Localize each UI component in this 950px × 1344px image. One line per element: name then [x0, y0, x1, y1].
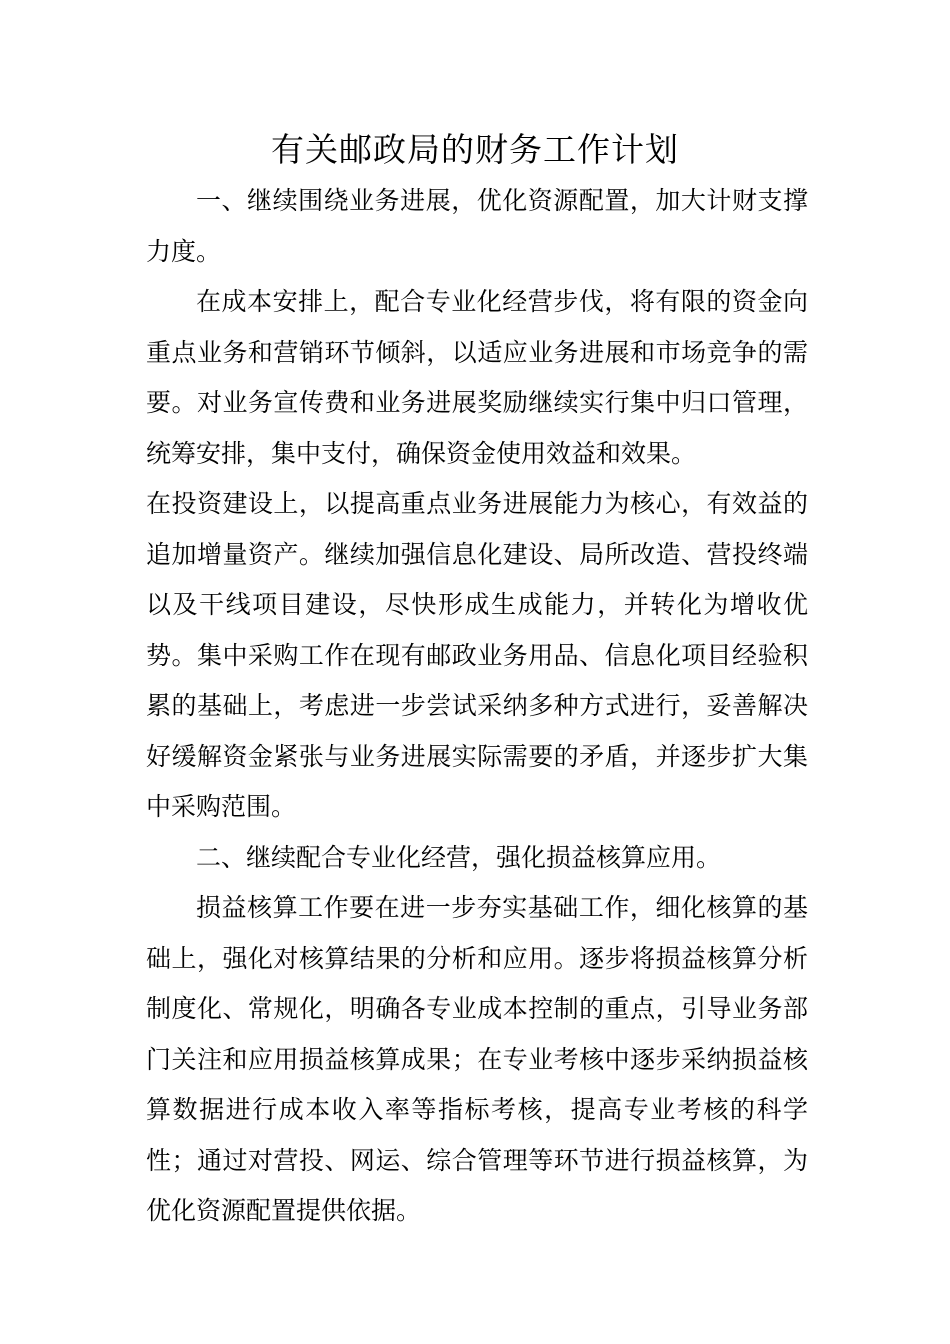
section-heading-2: 二、继续配合专业化经营，强化损益核算应用。 — [196, 842, 722, 872]
section-heading-1: 一、继续围绕业务进展，优化资源配置，加大计财支撑力度。 — [146, 186, 808, 266]
paragraph-cost-arrangement: 在成本安排上，配合专业化经营步伐，将有限的资金向重点业务和营销环节倾斜，以适应业务进展和市场竞争的需要。对业务宣传费和业务进展奖励继续实行集中归口管理，统筹安排，集中支付，确保资金使用效益和效果。 — [146, 287, 808, 468]
paragraph-investment: 在投资建设上，以提高重点业务进展能力为核心，有效益的追加增量资产。继续加强信息化建设、局所改造、营投终端以及干线项目建设，尽快形成生成能力，并转化为增收优势。集中采购工作在现有邮政业务用品、信息化项目经验积累的基础上，考虑进一步尝试采纳多种方式进行，妥善解决好缓解资金紧张与业务进展实际需要的矛盾，并逐步扩大集中采购范围。 — [146, 489, 808, 821]
paragraph-profit-loss: 损益核算工作要在进一步夯实基础工作，细化核算的基础上，强化对核算结果的分析和应用。逐步将损益核算分析制度化、常规化，明确各专业成本控制的重点，引导业务部门关注和应用损益核算成果；在专业考核中逐步采纳损益核算数据进行成本收入率等指标考核，提高专业考核的科学性；通过对营投、网运、综合管理等环节进行损益核算，为优化资源配置提供依据。 — [146, 893, 808, 1225]
document-body — [146, 176, 808, 1237]
document-title: 有关邮政局的财务工作计划 — [271, 130, 679, 169]
